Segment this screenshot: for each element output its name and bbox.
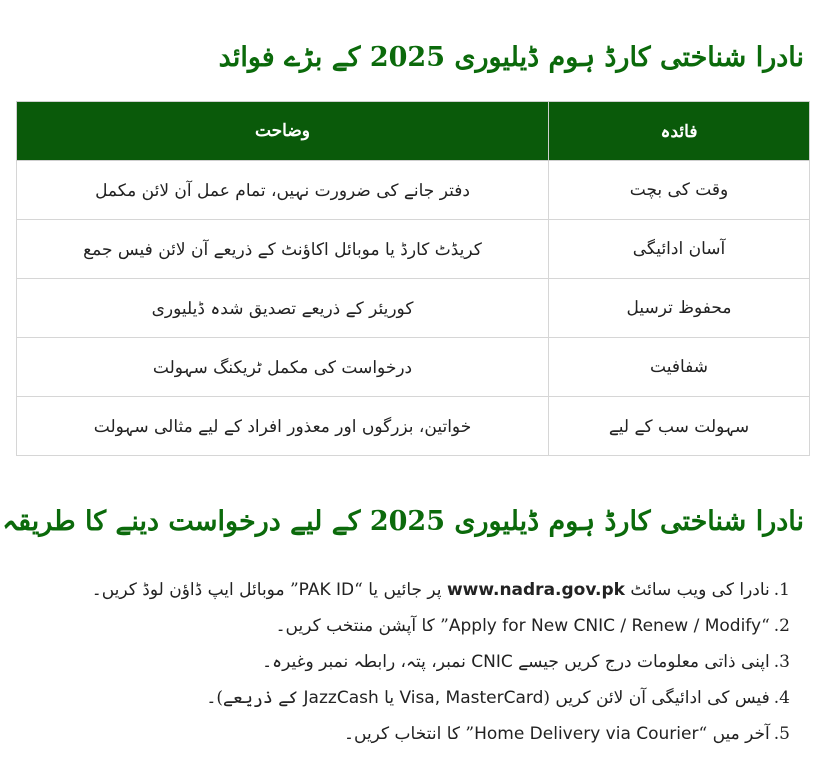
description-cell: خواتین، بزرگوں اور معذور افراد کے لیے مثالی سہولت bbox=[17, 397, 549, 456]
description-cell: درخواست کی مکمل ٹریکنگ سہولت bbox=[17, 338, 549, 397]
delivery-option: Home Delivery via Courier bbox=[474, 724, 699, 744]
step-number: 1. bbox=[773, 580, 790, 600]
step-text: نمبر، پتہ، رابطہ نمبر وغیرہ۔ bbox=[262, 652, 472, 672]
table-row bbox=[17, 220, 810, 279]
website-url: www.nadra.gov.pk bbox=[446, 580, 625, 600]
step-text: نادرا کی ویب سائٹ bbox=[624, 580, 770, 600]
step-number: 5. bbox=[773, 724, 790, 744]
list-item bbox=[20, 680, 790, 716]
table-row bbox=[17, 161, 810, 220]
step-number: 2. bbox=[773, 616, 790, 636]
step-text: یا bbox=[378, 688, 400, 708]
list-item bbox=[20, 572, 790, 608]
step-number: 4. bbox=[773, 688, 790, 708]
list-item bbox=[20, 644, 790, 680]
description-cell: دفتر جانے کی ضرورت نہیں، تمام عمل آن لائن مکمل bbox=[17, 161, 549, 220]
steps-list bbox=[20, 572, 790, 752]
step-text: فیس کی ادائیگی آن لائن کریں ( bbox=[543, 688, 770, 708]
step-text: پر جائیں یا “ bbox=[354, 580, 447, 600]
benefits-table bbox=[16, 101, 810, 456]
description-cell: کریڈٹ کارڈ یا موبائل اکاؤنٹ کے ذریعے آن لائن فیس جمع bbox=[17, 220, 549, 279]
benefit-cell: شفافیت bbox=[549, 338, 810, 397]
cnic-term: CNIC bbox=[471, 652, 513, 672]
step-number: 3. bbox=[773, 652, 790, 672]
list-item bbox=[20, 716, 790, 752]
step-text: ” موبائل ایپ ڈاؤن لوڈ کریں۔ bbox=[91, 580, 299, 600]
header-description: وضاحت bbox=[17, 102, 549, 161]
payment-wallet: JazzCash bbox=[303, 688, 379, 708]
table-header-row bbox=[17, 102, 810, 161]
app-name: PAK ID bbox=[298, 580, 355, 600]
step-text: آخر میں “ bbox=[698, 724, 770, 744]
benefit-cell: آسان ادائیگی bbox=[549, 220, 810, 279]
method-heading: نادرا شناختی کارڈ ہوم ڈیلیوری 2025 کے لیے درخواست دینے کا طریقہ bbox=[2, 506, 804, 537]
header-benefit: فائدہ bbox=[549, 102, 810, 161]
step-text: ” کا انتخاب کریں۔ bbox=[344, 724, 475, 744]
payment-cards: Visa, MasterCard bbox=[399, 688, 544, 708]
benefits-heading: نادرا شناختی کارڈ ہوم ڈیلیوری 2025 کے بڑے فوائد bbox=[218, 42, 804, 73]
benefit-cell: سہولت سب کے لیے bbox=[549, 397, 810, 456]
table-row bbox=[17, 338, 810, 397]
step-text: “ bbox=[761, 616, 770, 636]
option-name: Apply for New CNIC / Renew / Modify bbox=[448, 616, 762, 636]
table-row bbox=[17, 279, 810, 338]
benefit-cell: وقت کی بچت bbox=[549, 161, 810, 220]
step-text: ” کا آپشن منتخب کریں۔ bbox=[275, 616, 449, 636]
step-text: کے ذریعے)۔ bbox=[206, 688, 304, 708]
table-row bbox=[17, 397, 810, 456]
step-text: اپنی ذاتی معلومات درج کریں جیسے bbox=[512, 652, 770, 672]
description-cell: کوریئر کے ذریعے تصدیق شدہ ڈیلیوری bbox=[17, 279, 549, 338]
benefit-cell: محفوظ ترسیل bbox=[549, 279, 810, 338]
list-item bbox=[20, 608, 790, 644]
